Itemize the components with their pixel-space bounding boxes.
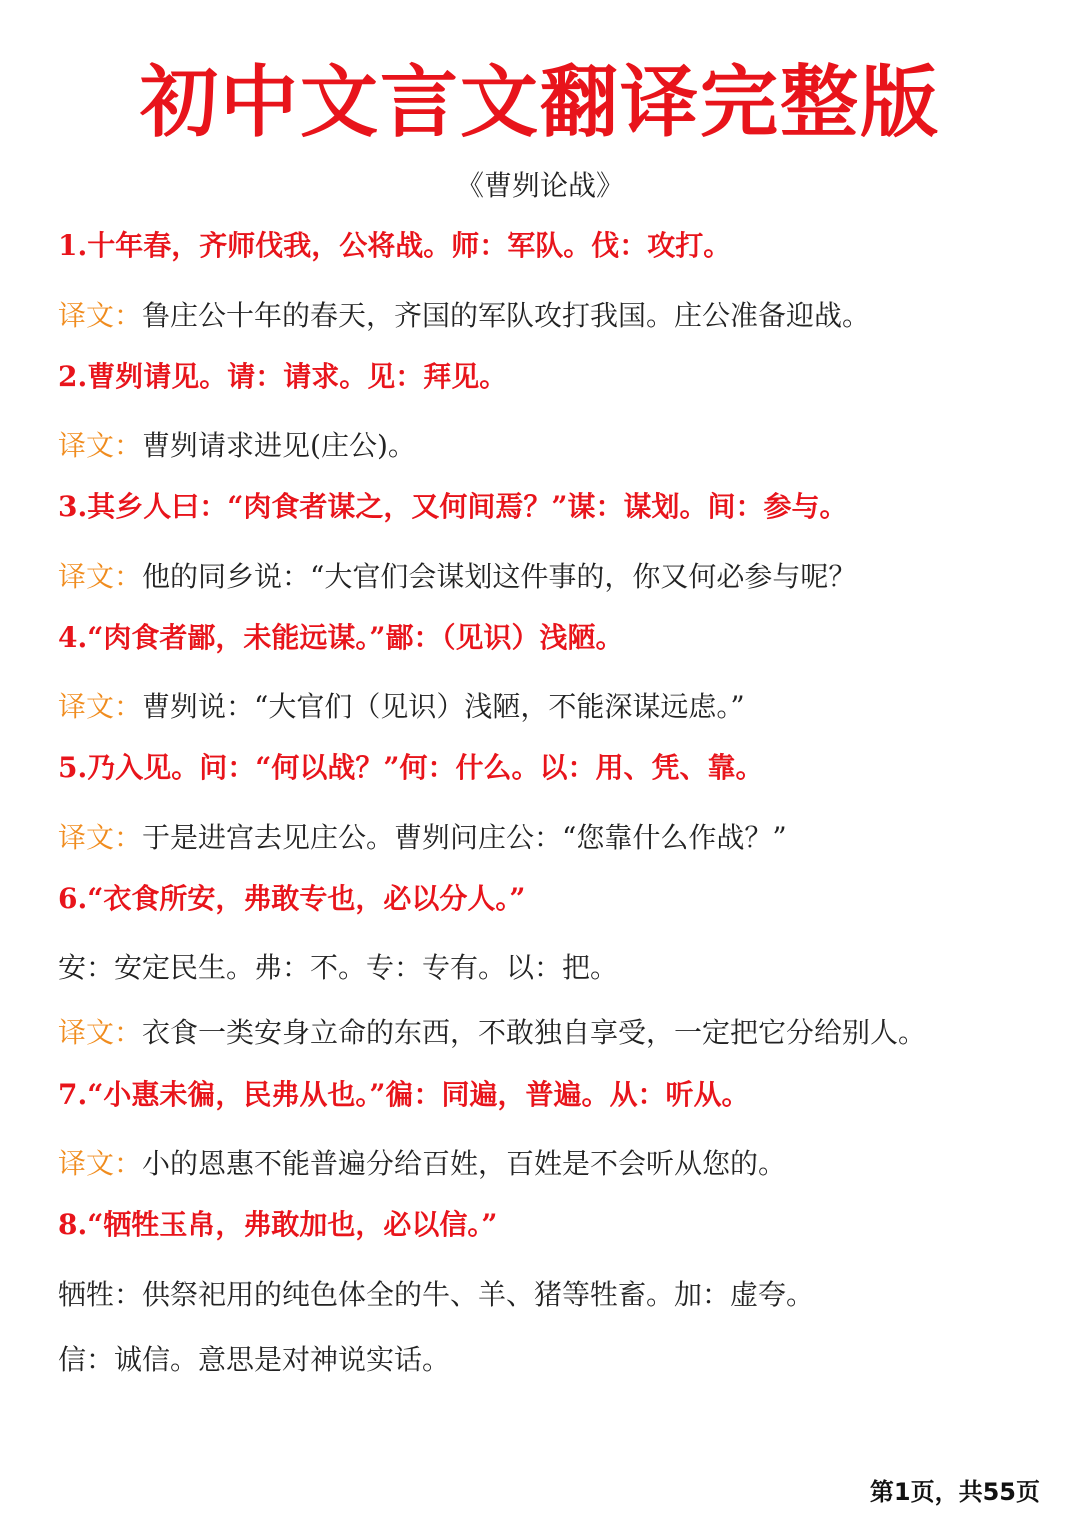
- page-title: 初中文言文翻译完整版: [139, 58, 940, 148]
- item-4-question: 4.“肉食者鄙，未能远谋。”鄙：（见识）浅陋。: [58, 621, 624, 654]
- item-5-translation: [58, 818, 787, 858]
- item-6-question: 6.“衣食所安，弗敢专也，必以分人。”: [58, 882, 526, 915]
- translation-text: 鲁庄公十年的春天，齐国的军队攻打我国。庄公准备迎战。: [142, 299, 871, 332]
- item-6-translation: [58, 1013, 926, 1053]
- item-8-question: 8.“牺牲玉帛，弗敢加也，必以信。”: [58, 1208, 498, 1241]
- translation-label: 译文：: [58, 1016, 143, 1049]
- translation-label: 译文：: [58, 560, 143, 593]
- item-2-question: 2.曹刿请见。请：请求。见：拜见。: [58, 360, 508, 393]
- item-7-question: 7.“小惠未徧，民弗从也。”徧：同遍，普遍。从：听从。: [58, 1078, 750, 1111]
- translation-label: 译文：: [58, 821, 143, 854]
- translation-text: 于是进宫去见庄公。曹刿问庄公：“您靠什么作战？”: [142, 821, 787, 854]
- translation-label: 译文：: [58, 299, 143, 332]
- item-8-note-1: 牺牲：供祭祀用的纯色体全的牛、羊、猪等牲畜。加：虚夸。: [58, 1278, 815, 1311]
- translation-label: 译文：: [58, 690, 143, 723]
- item-1-question: 1.十年春，齐师伐我，公将战。师：军队。伐：攻打。: [58, 229, 732, 262]
- item-6-note: 安：安定民生。弗：不。专：专有。以：把。: [58, 951, 619, 984]
- translation-label: 译文：: [58, 429, 143, 462]
- item-3-translation: [58, 557, 856, 597]
- item-7-translation: [58, 1144, 786, 1184]
- translation-label: 译文：: [58, 1147, 143, 1180]
- lesson-title: 《曹刿论战》: [455, 169, 624, 202]
- translation-text: 曹刿说：“大官们（见识）浅陋，不能深谋远虑。”: [142, 690, 745, 723]
- item-1-translation: [58, 296, 870, 336]
- translation-text: 衣食一类安身立命的东西，不敢独自享受，一定把它分给别人。: [142, 1016, 927, 1049]
- translation-text: 小的恩惠不能普遍分给百姓，百姓是不会听从您的。: [142, 1147, 787, 1180]
- page-number: 第1页，共55页: [869, 1478, 1040, 1506]
- item-8-note-2: 信：诚信。意思是对神说实话。: [58, 1343, 451, 1376]
- translation-text: 他的同乡说：“大官们会谋划这件事的，你又何必参与呢？: [142, 560, 857, 593]
- translation-text: 曹刿请求进见(庄公)。: [142, 429, 416, 462]
- item-5-question: 5.乃入见。问：“何以战？”何：什么。以：用、凭、靠。: [58, 751, 764, 784]
- item-2-translation: [58, 426, 416, 466]
- item-3-question: 3.其乡人曰：“肉食者谋之，又何间焉？”谋：谋划。间：参与。: [58, 490, 848, 523]
- item-4-translation: [58, 687, 745, 727]
